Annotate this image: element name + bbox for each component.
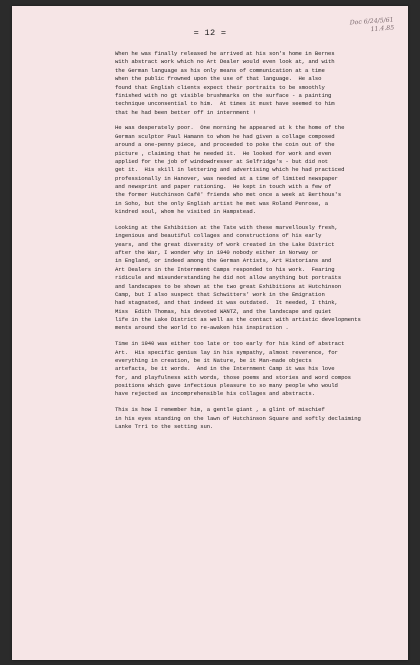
text-line: ments around the world to re-awaken his inspiration . <box>115 324 289 332</box>
archive-reference-line: 11.4.85 <box>370 24 395 34</box>
text-line: He was desperately poor. One morning he appeared at k the home of the <box>115 124 345 132</box>
text-line: positions which gave infectious pleasure to so many people who would <box>115 382 338 390</box>
text-line: professionally in Hanover, was needed at a time of limited newspaper <box>115 174 338 182</box>
text-line: in Soho, but the only English artist he met was Roland Penrose, a <box>115 199 328 207</box>
document-page <box>12 6 408 660</box>
paragraph <box>115 50 399 117</box>
text-line: Time in 1940 was either too late or too early for his kind of abstract <box>115 340 345 348</box>
paragraph <box>115 406 399 431</box>
text-line: the former Hutchinson Café' friends who met once a week at Berthous's <box>115 191 342 199</box>
paragraph <box>115 124 399 216</box>
paragraph <box>115 224 399 333</box>
text-line: get it. His skill in lettering and advertising which he had practiced <box>115 166 345 174</box>
text-line: in England, or indeed among the German Artists, Art Historians and <box>115 257 332 265</box>
text-line: Art. His specific genius lay in his sympathy, almost reverence, for <box>115 348 338 356</box>
text-line: applied for the job of windowdresser at Selfridge's - but did not <box>115 157 328 165</box>
text-line: and landscapes to be shown at the two great Exhibitions at Hutchinson <box>115 282 342 290</box>
text-line: Art Dealers in the Internment Camps responded to his work. Fearing <box>115 265 335 273</box>
text-line: have rejected as incomprehensible his collages and abstracts. <box>115 390 315 398</box>
text-line: with abstract work which no Art Dealer would even look at, and with <box>115 58 335 66</box>
text-line: ingenious and beautiful collages and constructions of his early <box>115 232 322 240</box>
page-number: = 12 = <box>193 28 227 38</box>
text-line: technique unconsential to him. At times it must have seemed to him <box>115 100 335 108</box>
text-line: found that English clients expect their portraits to be smoothly <box>115 83 325 91</box>
text-line: around a one-penny piece, and proceeded to poke the coin out of the <box>115 141 335 149</box>
text-line: artefacts, be it words. And in the Internment Camp it was his love <box>115 365 335 373</box>
text-line: finished with no gt visible brushmarks on the surface - a painting <box>115 91 332 99</box>
text-line: picture , claiming that he needed it. He looked for work and even <box>115 149 332 157</box>
text-line: when the public frowned upon the use of that language. He also <box>115 75 322 83</box>
text-line: everything in creation, be it Nature, be it Man-made objects <box>115 356 312 364</box>
text-line: for, and playfulness with words, those poems and stories and word compos <box>115 373 351 381</box>
text-line: the German language as his only means of communication at a time <box>115 66 325 74</box>
text-line: that he had been better off in internment ! <box>115 108 256 116</box>
text-line: life in the Lake District as well as the contact with artistic developments <box>115 316 361 324</box>
text-line: Lanke Trr1 to the setting sun. <box>115 422 214 430</box>
paragraph <box>115 340 399 399</box>
text-line: had stagnated, and that indeed it was outdated. It needed, I think, <box>115 299 338 307</box>
text-line: Looking at the Exhibition at the Tate with these marvellously fresh, <box>115 223 338 231</box>
text-line: When he was finally released he arrived at his son's home in Bernes <box>115 50 335 57</box>
text-line: Miss Edith Thomas, his devoted WANTZ, and the landscape and quiet <box>115 307 332 315</box>
text-line: and newsprint and paper rationing. He kept in touch with a few of <box>115 183 332 191</box>
text-line: years, and the great diversity of work created in the Lake District <box>115 240 335 248</box>
text-line: in his eyes standing on the lawn of Hutchinson Square and softly declaiming <box>115 414 361 422</box>
archive-reference-line: Doc 6/24/5/61 <box>349 16 394 27</box>
text-line: This is how I remember him, a gentle giant , a glint of mischief <box>115 406 325 414</box>
text-line: Camp, but I also suspect that Schwitters' work in the Emigration <box>115 290 325 298</box>
text-line: German sculptor Paul Hamann to whom he had given a collage composed <box>115 132 335 140</box>
text-line: kindred soul, whom he visited in Hampstead. <box>115 208 256 216</box>
text-line: after the War, I wonder why in 1940 nobody either in Norway or <box>115 249 319 257</box>
typed-body-text <box>115 50 399 439</box>
text-line: ridicule and misunderstanding he did not allow anything but portraits <box>115 274 342 282</box>
